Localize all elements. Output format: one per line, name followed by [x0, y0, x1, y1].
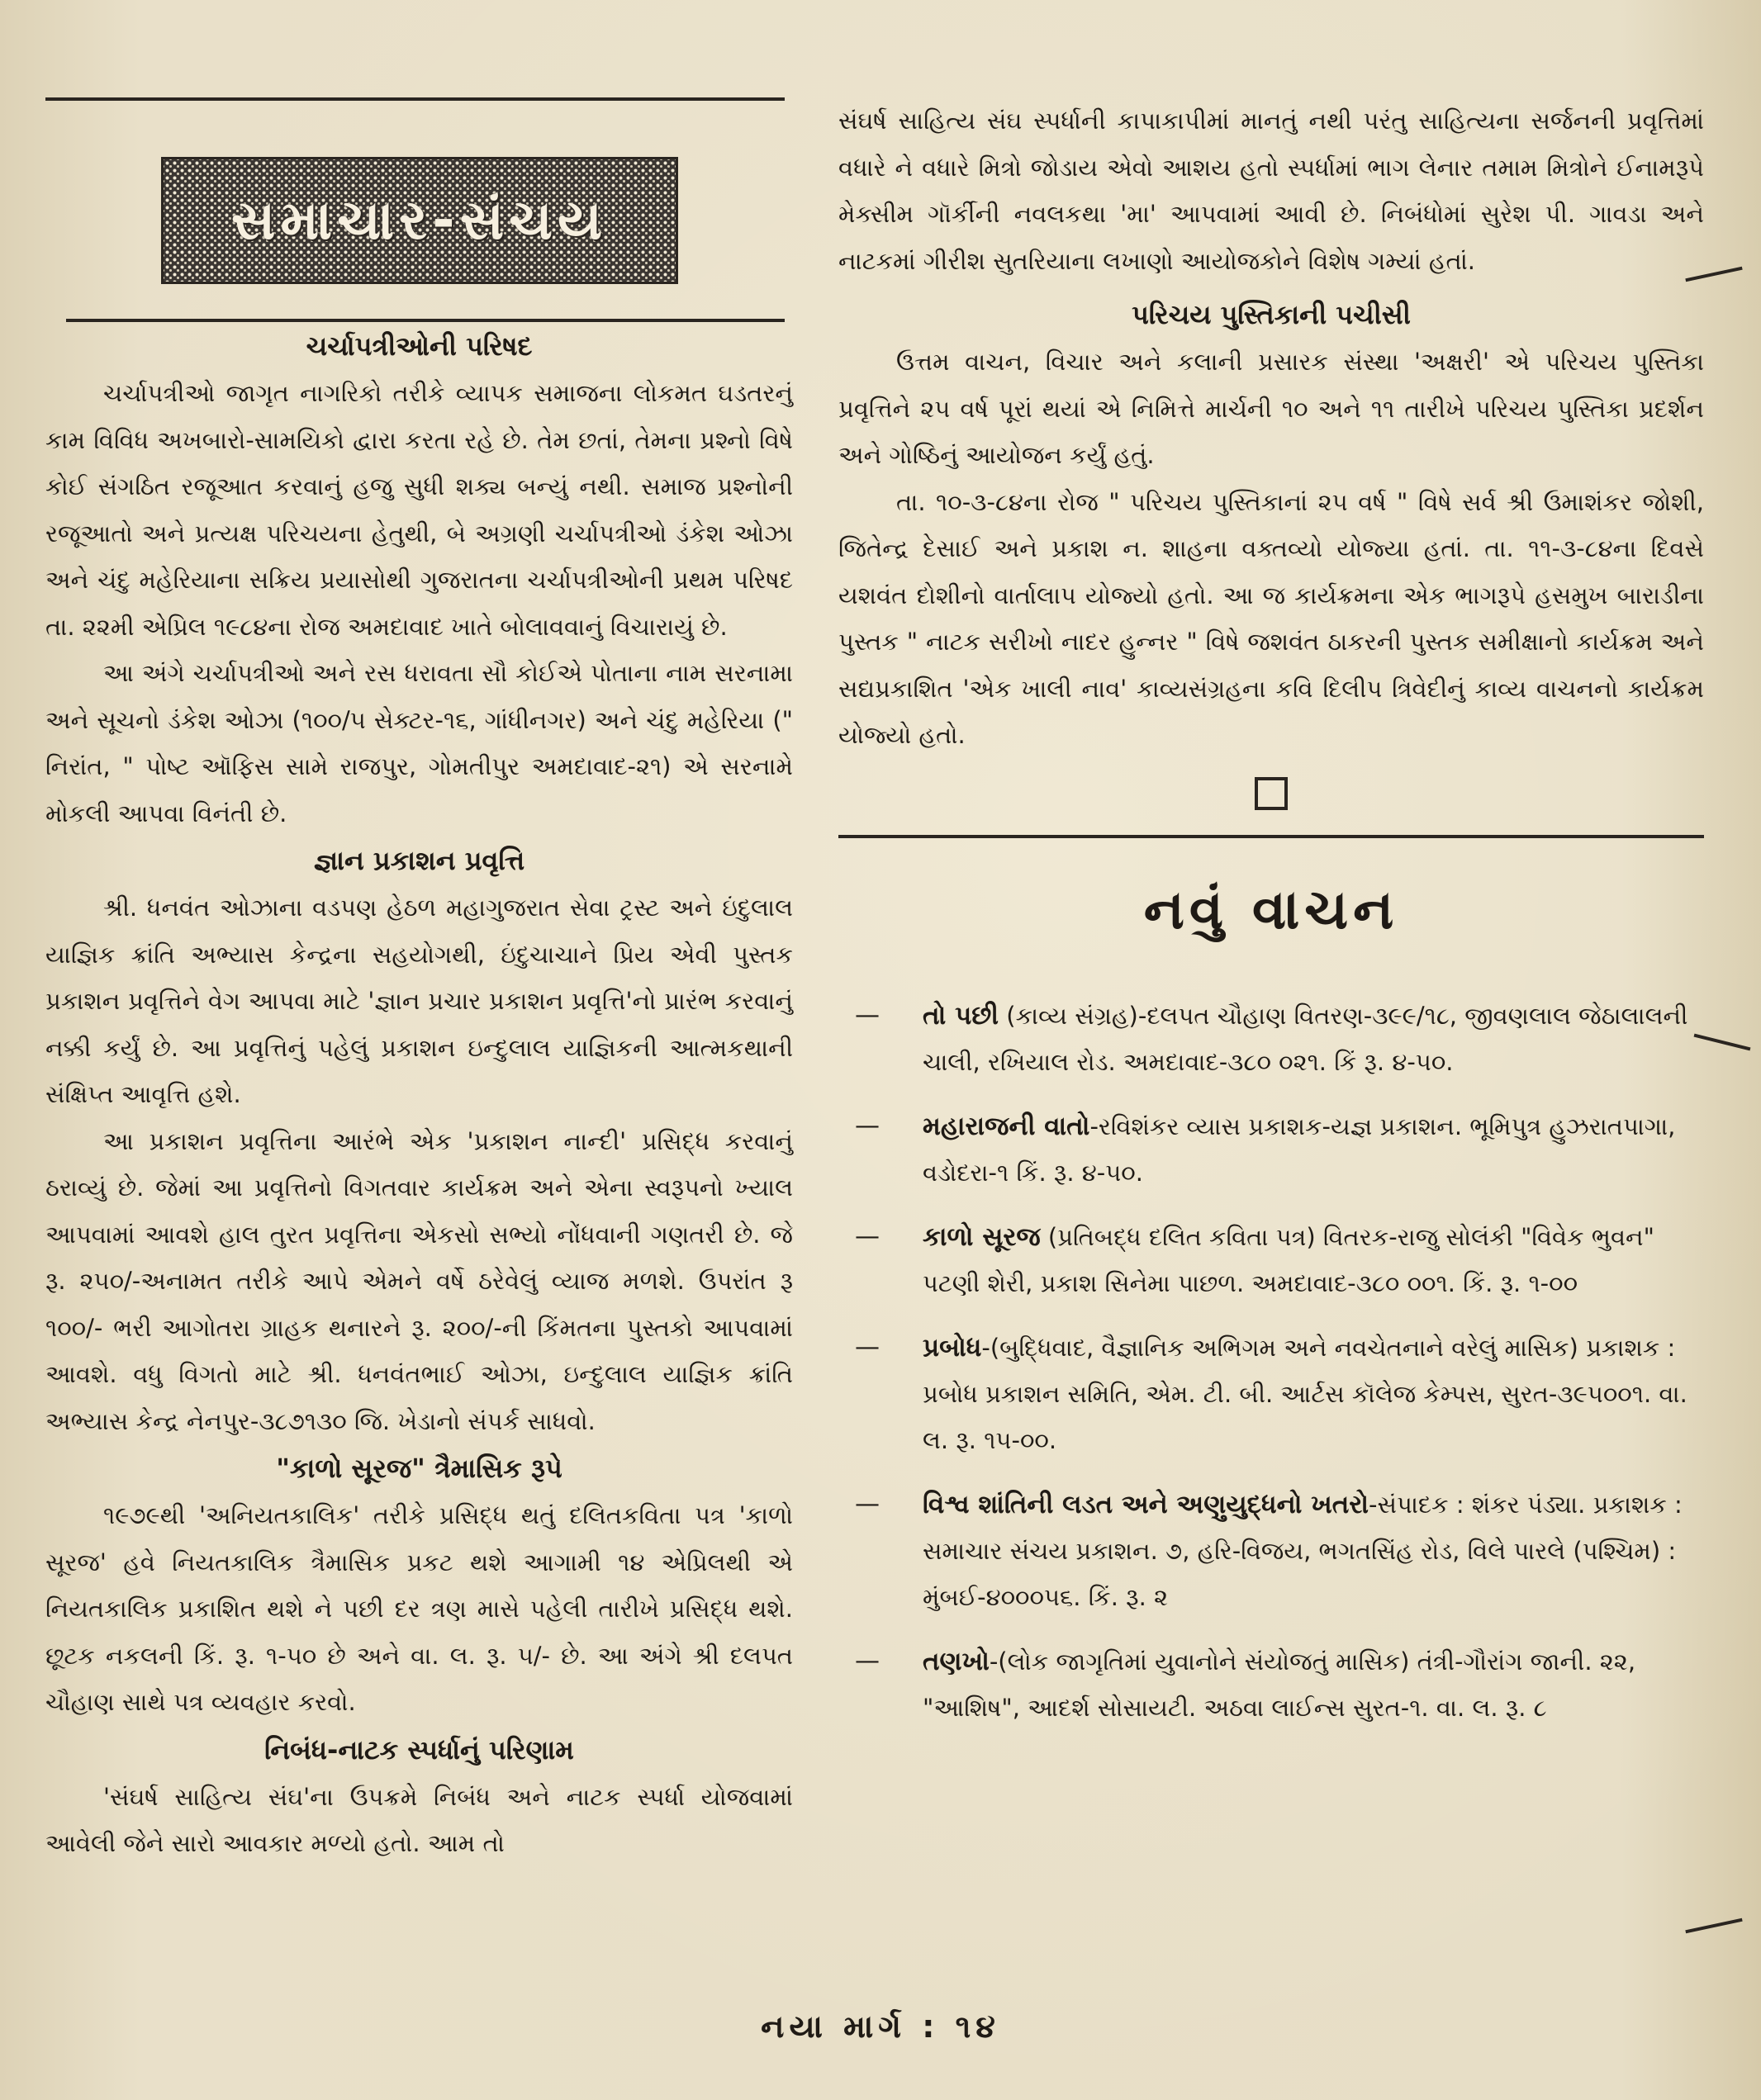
section-heading: જ્ઞાન પ્રકાશન પ્રવૃત્તિ: [313, 845, 525, 876]
list-item: [838, 1481, 1704, 1620]
top-rule-left: [45, 97, 785, 101]
book-details: -રવિશંકર વ્યાસ પ્રકાશક-યજ્ઞ પ્રકાશન. ભૂમિપુત્ર હુઝરાતપાગા, વડોદરા-૧ કિં. રૂ. ૪-૫૦.: [923, 1112, 1676, 1187]
dash-marker: —: [855, 1111, 880, 1140]
dash-marker: —: [855, 1646, 880, 1676]
book-title: મહારાજની વાતો: [923, 1111, 1090, 1141]
paragraph: ચર્ચાપત્રીઓ જાગૃત નાગરિકો તરીકે વ્યાપક સમાજના લોકમત ઘડતરનું કામ વિવિધ અખબારો-સામયિકો દ્વારા કરતા રહે છે. તેમ છતાં, તેમના પ્રશ્નો વિષે કોઈ સંગઠિત રજૂઆત કરવાનું હજુ સુધી શક્ય બન્યું નથી. સમાજ પ્રશ્નોની રજૂઆતો અને પ્રત્યક્ષ પરિચયના હેતુથી, બે અગ્રણી ચર્ચાપત્રીઓ ડંકેશ ઓઝા અને ચંદુ મહેરિયાના સક્રિય પ્રયાસોથી ગુજરાતના ચર્ચાપત્રીઓની પ્રથમ પરિષદ તા. ૨૨મી એપ્રિલ ૧૯૮૪ના રોજ અમદાવાદ ખાતે બોલાવવાનું વિચારાયું છે.: [45, 379, 793, 641]
page-footer: નયા માર્ગ : ૧૪: [761, 2008, 1000, 2045]
right-column: [838, 97, 1704, 1749]
book-title: કાળો સૂરજ: [923, 1221, 1041, 1252]
book-details: (કાવ્ય સંગ્રહ)-દલપત ચૌહાણ વિતરણ-૩૯૯/૧૮, જીવણલાલ જેઠાલાલની ચાલી, રખિયાલ રોડ. અમદાવાદ-૩૮૦ ૦૨૧. કિં રૂ. ૪-૫૦.: [923, 1001, 1688, 1076]
paragraph: શ્રી. ધનવંત ઓઝાના વડપણ હેઠળ મહાગુજરાત સેવા ટ્રસ્ટ અને ઇંદુલાલ યાજ્ઞિક ક્રાંતિ અભ્યાસ કેન્દ્રના સહયોગથી, ઇંદુચાચાને પ્રિય એવી પુસ્તક પ્રકાશન પ્રવૃત્તિને વેગ આપવા માટે 'જ્ઞાન પ્રચાર પ્રકાશન પ્રવૃત્તિ'નો પ્રારંભ કરવાનું નક્કી કર્યું છે. આ પ્રવૃત્તિનું પહેલું પ્રકાશન ઇન્દુલાલ યાજ્ઞિકની આત્મકથાની સંક્ષિપ્ત આવૃત્તિ હશે.: [45, 894, 793, 1108]
list-item: [838, 1214, 1704, 1306]
section-heading: પરિચય પુસ્તિકાની પચીસી: [1132, 299, 1411, 330]
book-details: (પ્રતિબદ્ધ દલિત કવિતા પત્ર) વિતરક-રાજુ સોલંકી "વિવેક ભુવન" પટણી શેરી, પ્રકાશ સિનેમા પાછળ. અમદાવાદ-૩૮૦ ૦૦૧. કિં. રૂ. ૧-૦૦: [923, 1222, 1655, 1297]
book-details: -(બુદ્ધિવાદ, વૈજ્ઞાનિક અભિગમ અને નવચેતનાને વરેલું માસિક) પ્રકાશક : પ્રબોધ પ્રકાશન સમિતિ, એમ. ટી. બી. આર્ટસ કૉલેજ કેમ્પસ, સુરત-૩૯૫૦૦૧. વા. લ. રૂ. ૧૫-૦૦.: [923, 1333, 1687, 1454]
book-title: તણખો: [923, 1646, 990, 1676]
list-item: [838, 993, 1704, 1085]
dash-marker: —: [855, 1221, 880, 1251]
paragraph: આ અંગે ચર્ચાપત્રીઓ અને રસ ધરાવતા સૌ કોઈએ પોતાના નામ સરનામા અને સૂચનો ડંકેશ ઓઝા (૧૦૦/૫ સેક્ટર-૧૬, ગાંધીનગર) અને ચંદુ મહેરિયા (" નિરાંત, " પોષ્ટ ઑફિસ સામે રાજપુર, ગોમતીપુર અમદાવાદ-૨૧) એ સરનામે મોકલી આપવા વિનંતી છે.: [45, 659, 793, 827]
paragraph: 'સંઘર્ષ સાહિત્ય સંઘ'ના ઉપક્રમે નિબંધ અને નાટક સ્પર્ધા યોજવામાં આવેલી જેને સારો આવકાર મળ્યો હતો. આમ તો: [45, 1782, 793, 1857]
paragraph: ૧૯૭૯થી 'અનિયતકાલિક' તરીકે પ્રસિદ્ધ થતું દલિતકવિતા પત્ર 'કાળો સૂરજ' હવે નિયતકાલિક ત્રૈમાસિક પ્રકટ થશે આગામી ૧૪ એપ્રિલથી એ નિયતકાલિક પ્રકાશિત થશે ને પછી દર ત્રણ માસે પહેલી તારીખે પ્રસિદ્ધ થશે. છૂટક નકલની કિં. રૂ. ૧-૫૦ છે અને વા. લ. રૂ. ૫/- છે. આ અંગે શ્રી દલપત ચૌહાણ સાથે પત્ર વ્યવહાર કરવો.: [45, 1501, 793, 1716]
paragraph: આ પ્રકાશન પ્રવૃત્તિના આરંભે એક 'પ્રકાશન નાન્દી' પ્રસિદ્ધ કરવાનું ઠરાવ્યું છે. જેમાં આ પ્રવૃત્તિનો વિગતવાર કાર્યક્રમ અને એના સ્વરૂપનો ખ્યાલ આપવામાં આવશે હાલ તુરત પ્રવૃત્તિના એકસો સભ્યો નોંધવાની ગણતરી છે. જે રૂ. ૨૫૦/-અનામત તરીકે આપે એમને વર્ષે ઠરેવેલું વ્યાજ મળશે. ઉપરાંત રૂ ૧૦૦/- ભરી આગોતરા ગ્રાહક થનારને રૂ. ૨૦૦/-ની કિંમતના પુસ્તકો આપવામાં આવશે. વધુ વિગતો માટે શ્રી. ધનવંતભાઈ ઓઝા, ઇન્દુલાલ યાજ્ઞિક ક્રાંતિ અભ્યાસ કેન્દ્ર નેનપુર-૩૮૭૧૩૦ જિ. ખેડાનો સંપર્ક સાધવો.: [45, 1126, 793, 1435]
book-details: -(લોક જાગૃતિમાં યુવાનોને સંયોજતું માસિક) તંત્રી-ગૌરાંગ જાની. ૨૨, "આશિષ", આદર્શ સોસાયટી. અઠવા લાઈન્સ સુરત-૧. વા. લ. રૂ. ૮: [923, 1647, 1636, 1722]
banner-title: સમાચાર-સંચય: [230, 187, 608, 252]
section-heading: નિબંધ-નાટક સ્પર્ધાનું પરિણામ: [264, 1733, 574, 1766]
new-reading-title: નવું વાચન: [1143, 877, 1399, 941]
end-mark-square: [1255, 777, 1288, 810]
section-heading: "કાળો સૂરજ" ત્રૈમાસિક રૂપે: [276, 1453, 562, 1484]
book-title: પ્રબોધ: [923, 1332, 982, 1363]
paragraph: તા. ૧૦-૩-૮૪ના રોજ " પરિચય પુસ્તિકાનાં ૨૫ વર્ષ " વિષે સર્વ શ્રી ઉમાશંકર જોશી, જિતેન્દ્ર દેસાઈ અને પ્રકાશ ન. શાહના વક્તવ્યો યોજ્યા હતાં. તા. ૧૧-૩-૮૪ના દિવસે યશવંત દોશીનો વાર્તાલાપ યોજ્યો હતો. આ જ કાર્યક્રમના એક ભાગરૂપે હસમુખ બારાડીના પુસ્તક " નાટક સરીખો નાદર હુન્નર " વિષે જશવંત ઠાકરની પુસ્તક સમીક્ષાનો કાર્યક્રમ અને સદ્યપ્રકાશિત 'એક ખાલી નાવ' કાવ્યસંગ્રહના કવિ દિલીપ ત્રિવેદીનું કાવ્ય વાચનનો કાર્યક્રમ યોજ્યો હતો.: [838, 487, 1704, 749]
left-column: [45, 97, 793, 1867]
dash-marker: —: [855, 1489, 880, 1519]
page-tear-mark: [1685, 1918, 1742, 1933]
book-details: -સંપાદક : શંકર પંડ્યા. પ્રકાશક : સમાચાર સંચય પ્રકાશન. ૭, હરિ-વિજય, ભગતસિંહ રોડ, વિલે પારલે (પશ્ચિમ) : મુંબઈ-૪૦૦૦૫૬. કિં. રૂ. ૨: [923, 1490, 1683, 1611]
dash-marker: —: [855, 1332, 880, 1362]
dash-marker: —: [855, 1000, 880, 1030]
section-rule: [838, 835, 1704, 838]
list-item: [838, 1325, 1704, 1463]
list-item: [838, 1103, 1704, 1196]
list-item: [838, 1638, 1704, 1731]
book-title: વિશ્વ શાંતિની લડત અને અણુયુદ્ધનો ખતરો: [923, 1489, 1369, 1519]
book-list: [838, 993, 1704, 1731]
paragraph-continuation: સંઘર્ષ સાહિત્ય સંઘ સ્પર્ધાની કાપાકાપીમાં માનતું નથી પરંતુ સાહિત્યના સર્જનની પ્રવૃત્તિમાં વધારે ને વધારે મિત્રો જોડાય એવો આશય હતો સ્પર્ધામાં ભાગ લેનાર તમામ મિત્રોને ઈનામરૂપે મેક્સીમ ગૉર્કીની નવલકથા 'મા' આપવામાં આવી છે. નિબંધોમાં સુરેશ પી. ગાવડા અને નાટકમાં ગીરીશ સુતરિયાના લખાણો આયોજકોને વિશેષ ગમ્યાં હતાં.: [838, 107, 1704, 275]
section-heading: ચર્ચાપત્રીઓની પરિષદ: [306, 330, 533, 362]
book-title: તો પછી: [923, 1000, 999, 1031]
news-banner: [161, 157, 678, 284]
paragraph: ઉત્તમ વાચન, વિચાર અને કલાની પ્રસારક સંસ્થા 'અક્ષરી' એ પરિચય પુસ્તિકા પ્રવૃત્તિને ૨૫ વર્ષ પૂરાં થયાં એ નિમિત્તે માર્ચની ૧૦ અને ૧૧ તારીખે પરિચય પુસ્તિકા પ્રદર્શન અને ગોષ્ઠિનું આયોજન કર્યું હતું.: [838, 348, 1704, 469]
